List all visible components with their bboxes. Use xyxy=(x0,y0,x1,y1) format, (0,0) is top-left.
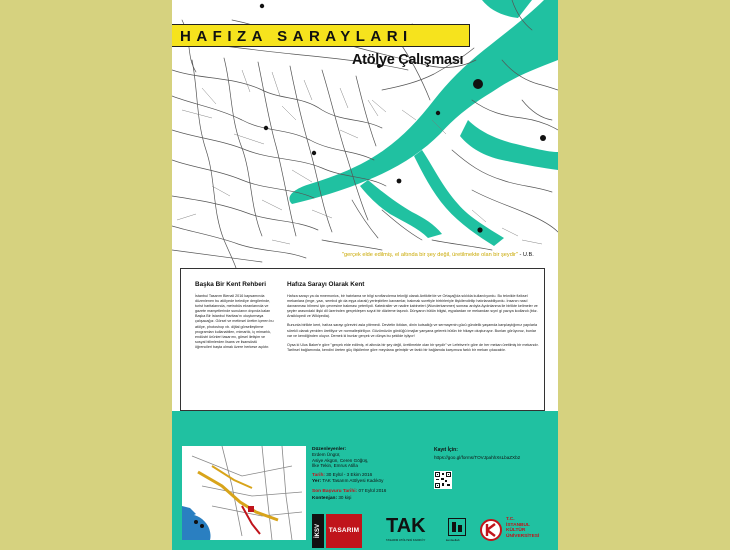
guide-body: İstanbul Tasarım Bienali 2016 kapsamında düzenlenen bu atölyede belediye dergilerinde, turist haritalarında, metrobüs ekranlarında ve gazete manşetlerinde sunulanın dışında kalan Başka Bir İstanbul Haritası'nı oluşturmaya çalışacağız. Görsel ve metinsel üretim içeren bu atölye, photoshop vb. dijital görselleştirme programları kullanabilen, mimarlık, iç mimarlık, endüstri ürünleri tasarımı, görsel iletişim ve sosyal bilimlerden lisans ve lisansüstü öğrencileri başta olmak üzere herkese açıktır. xyxy=(195,294,274,349)
date-label: Tarih: xyxy=(312,472,325,478)
place-value: TAK Tasarım Atölyesi Kadıköy xyxy=(322,478,384,484)
iksv-text: İKSV xyxy=(312,514,324,548)
content-box xyxy=(180,268,545,411)
map-dot xyxy=(312,151,316,155)
concept-paragraph: Hafıza sarayı ya da mnemonics, bir hatırlama ve bilgi sınıflandırma tekniği olarak Antikite'de ve Ortaçağ'da sıklıkla kullanılıyordu. Bu teknikle fiziksel mekanlara (imge, yazı, sembol gb da eşya olarak) yerleştirilen kavramlar, bakmak suretiyle birbirleriyle ilişkilendirilip hatırlanabiliyordu. İnsanın nasıl davranması bilmesi için çevresine bakması yeterliydi. Katedraller ve nadire kabineleri (Wunderkammer) sonrası ardıyla Aydınlanma ile birlikte kelimeler ve şeyler arasındaki ilişki dil üzerinden gerçekleşen soyut bir düzleme taşındı. Dünyanın bütün bilgisi, eşyalardan ve mekandan sıyrıl gi yazıya kodlandı (bkz. Ansiklopedi ve Wikipedia). xyxy=(287,294,538,319)
iksv-logo xyxy=(312,514,362,548)
university-line: İSTANBUL xyxy=(506,522,530,528)
deadline-value: 07 Eylül 2016 xyxy=(358,487,387,493)
guide-heading: Başka Bir Kent Rehberi xyxy=(195,281,267,288)
organizer-line: Asiye Akgün, Ceren Göğüş, xyxy=(312,457,369,463)
tak-subtext: TASARIM ATÖLYESİ KADIKÖY xyxy=(386,538,426,542)
registration-link[interactable]: https://goo.gl/forms/TOVJpahhXsLbaZXb2 xyxy=(434,455,521,460)
date-value: 30 Eylül - 3 Ekim 2016 xyxy=(326,471,373,477)
page-subtitle: Atölye Çalışması xyxy=(352,52,464,68)
concept-column xyxy=(287,281,539,357)
university-line: T.C. xyxy=(506,517,515,522)
university-logo xyxy=(480,515,552,547)
quote-line xyxy=(342,252,534,258)
university-line: KÜLTÜR xyxy=(506,528,526,534)
water-bay xyxy=(360,180,442,238)
university-emblem-icon xyxy=(480,519,502,541)
organizer-line: İlke Tekin, Emrus Atilla xyxy=(312,463,358,469)
water-top xyxy=(482,0,532,18)
tak-logo xyxy=(386,516,438,546)
map-dot xyxy=(477,227,482,232)
water-inlet xyxy=(460,120,558,170)
map-dot xyxy=(540,135,546,141)
page-title: HAFIZA SARAYLARI xyxy=(180,28,413,45)
quote-text: "gerçek elde edilmiş, el altında bir şey değil, üretilmekte olan bir şeydir" xyxy=(342,252,518,258)
quota-value: 30 kişi xyxy=(338,494,352,500)
concept-paragraph: Oysa ki Ulus Baker'e göre "gerçek elde edilmiş, el altında bir şey değil, üretilmekte olan bir şeydir" ve Lefebvre'e göre de her mekan üretilmiş bir mekandır. Tarihsel bağlamında, kendini üreten güç ilişkilerine göre meydana gelmiştir ve farklı bir bağlamda karşımıza farklı bir mekan çıkacaktır. xyxy=(287,342,539,352)
organizers-block xyxy=(312,447,422,469)
date-place-block xyxy=(312,472,422,485)
registration-label: Kayıt İçin: xyxy=(434,447,458,453)
event-info xyxy=(312,447,422,504)
quote-author: - U.B. xyxy=(519,252,534,258)
kentsellab-text: kentsellab xyxy=(446,538,460,542)
footer-panel xyxy=(172,411,558,550)
deadline-label: Son Başvuru Tarihi: xyxy=(312,488,358,494)
title-banner xyxy=(172,24,470,47)
tasarim-text: TASARIM xyxy=(326,514,362,548)
poster xyxy=(172,0,558,550)
map-dot xyxy=(436,111,440,115)
location-map xyxy=(182,446,306,540)
deadline-block xyxy=(312,488,422,501)
concept-paragraph: Bununla birlikte kent, hafıza sarayı görevini asla yitirmedi. Devletin iktidarı, dinin kutsallığı ve sermayenin gücü gündelik yaşamda karşılaştığımız yapılarla sürekli olarak yeniden üretiliyor ve normalleştiriliyor. Gözümüzün gördüğü imajlar yanyana gelerek bütün bir hikaye oluşturuyor. Bunları görüyoruz, bunlar var ve kendiğinden oluyor. Demek ki bunlar gerçek ve dünya bu şekilde işliyor! xyxy=(287,323,538,338)
tak-text: TAK xyxy=(386,515,426,537)
place-label: Yer: xyxy=(312,479,322,485)
guide-column xyxy=(195,281,275,354)
map-dot xyxy=(264,126,268,130)
concept-heading: Hafıza Sarayı Olarak Kent xyxy=(287,281,365,288)
qr-code-icon[interactable] xyxy=(434,471,452,489)
map-dot xyxy=(473,79,483,89)
registration-block xyxy=(434,447,554,460)
organizer-line: Erdem Üngür, xyxy=(312,452,341,457)
map-dot xyxy=(397,179,402,184)
university-line: ÜNİVERSİTESİ xyxy=(506,533,540,539)
quota-label: Kontenjan: xyxy=(312,495,338,501)
map-dot xyxy=(260,4,264,8)
kentsellab-logo xyxy=(446,518,468,546)
organizers-label: Düzenleyenler: xyxy=(312,447,347,452)
